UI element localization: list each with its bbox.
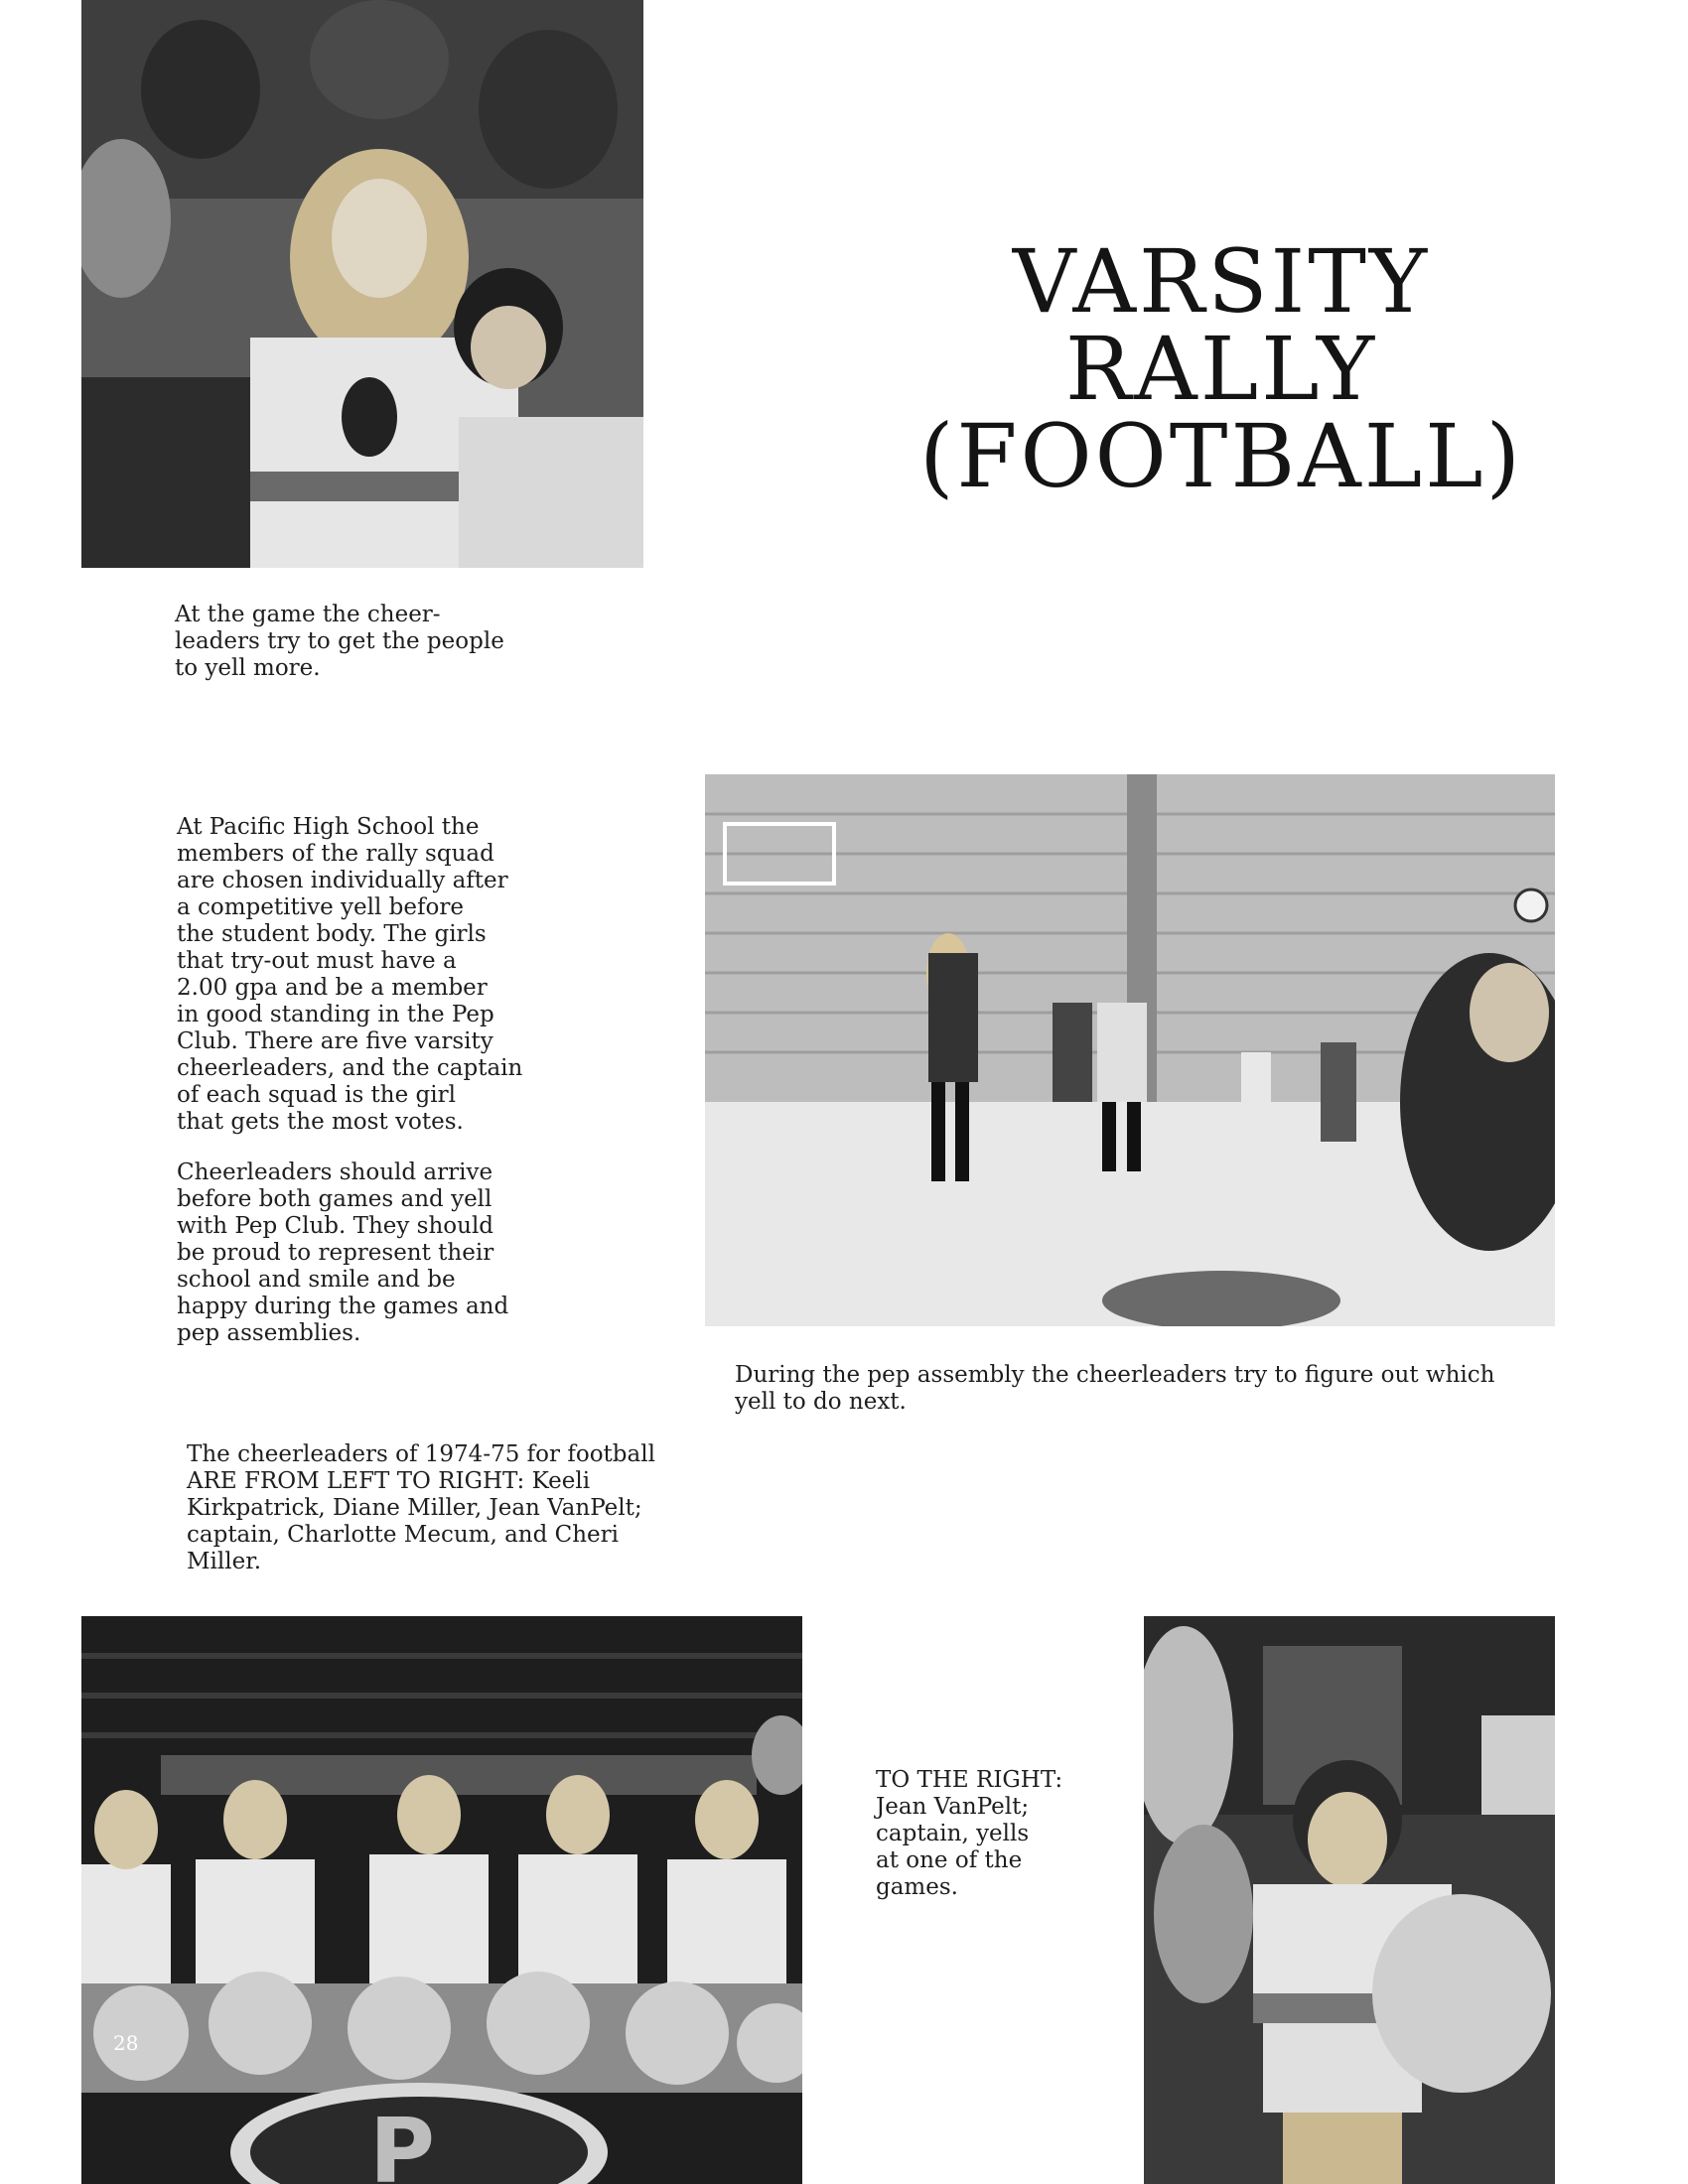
page-title (854, 230, 1589, 507)
group-names-caption: The cheerleaders of 1974-75 for football ARE FROM LEFT TO RIGHT: Keeli Kirkpatrick, Diane Miller, Jean VanPelt; captain, Charlotte Mecum, and Cheri Miller. (187, 1441, 655, 1574)
title-line-2: RALLY (1064, 318, 1378, 420)
captain-photo (1144, 1616, 1555, 2184)
duties-paragraph: Cheerleaders should arrive before both games and yell with Pep Club. They should be proud to represent their school and smile and be happy during the games and pep assemblies. (177, 1160, 509, 1346)
crowd-photo (81, 0, 643, 568)
to-the-right-caption: TO THE RIGHT: Jean VanPelt; captain, yells at one of the games. (876, 1767, 1063, 1900)
page-number: 28 (113, 2031, 139, 2055)
floor-letter: P (369, 2100, 435, 2184)
title-line-3: (FOOTBALL) (919, 405, 1523, 507)
title-line-1: VARSITY (1012, 230, 1431, 333)
pep-assembly-photo (705, 774, 1555, 1326)
intro-paragraph: At Pacific High School the members of the rally squad are chosen individually after a competitive yell before the student body. The girls that try-out must have a 2.00 gpa and be a member in good standing in the Pep Club. There are five varsity cheerleaders, and the captain of each squad is the girl that gets the most votes. (177, 814, 523, 1135)
crowd-caption: At the game the cheer- leaders try to get the people to yell more. (175, 602, 504, 681)
pep-assembly-caption: During the pep assembly the cheerleaders try to figure out which yell to do next. (735, 1362, 1495, 1415)
group-photo (81, 1616, 802, 2184)
